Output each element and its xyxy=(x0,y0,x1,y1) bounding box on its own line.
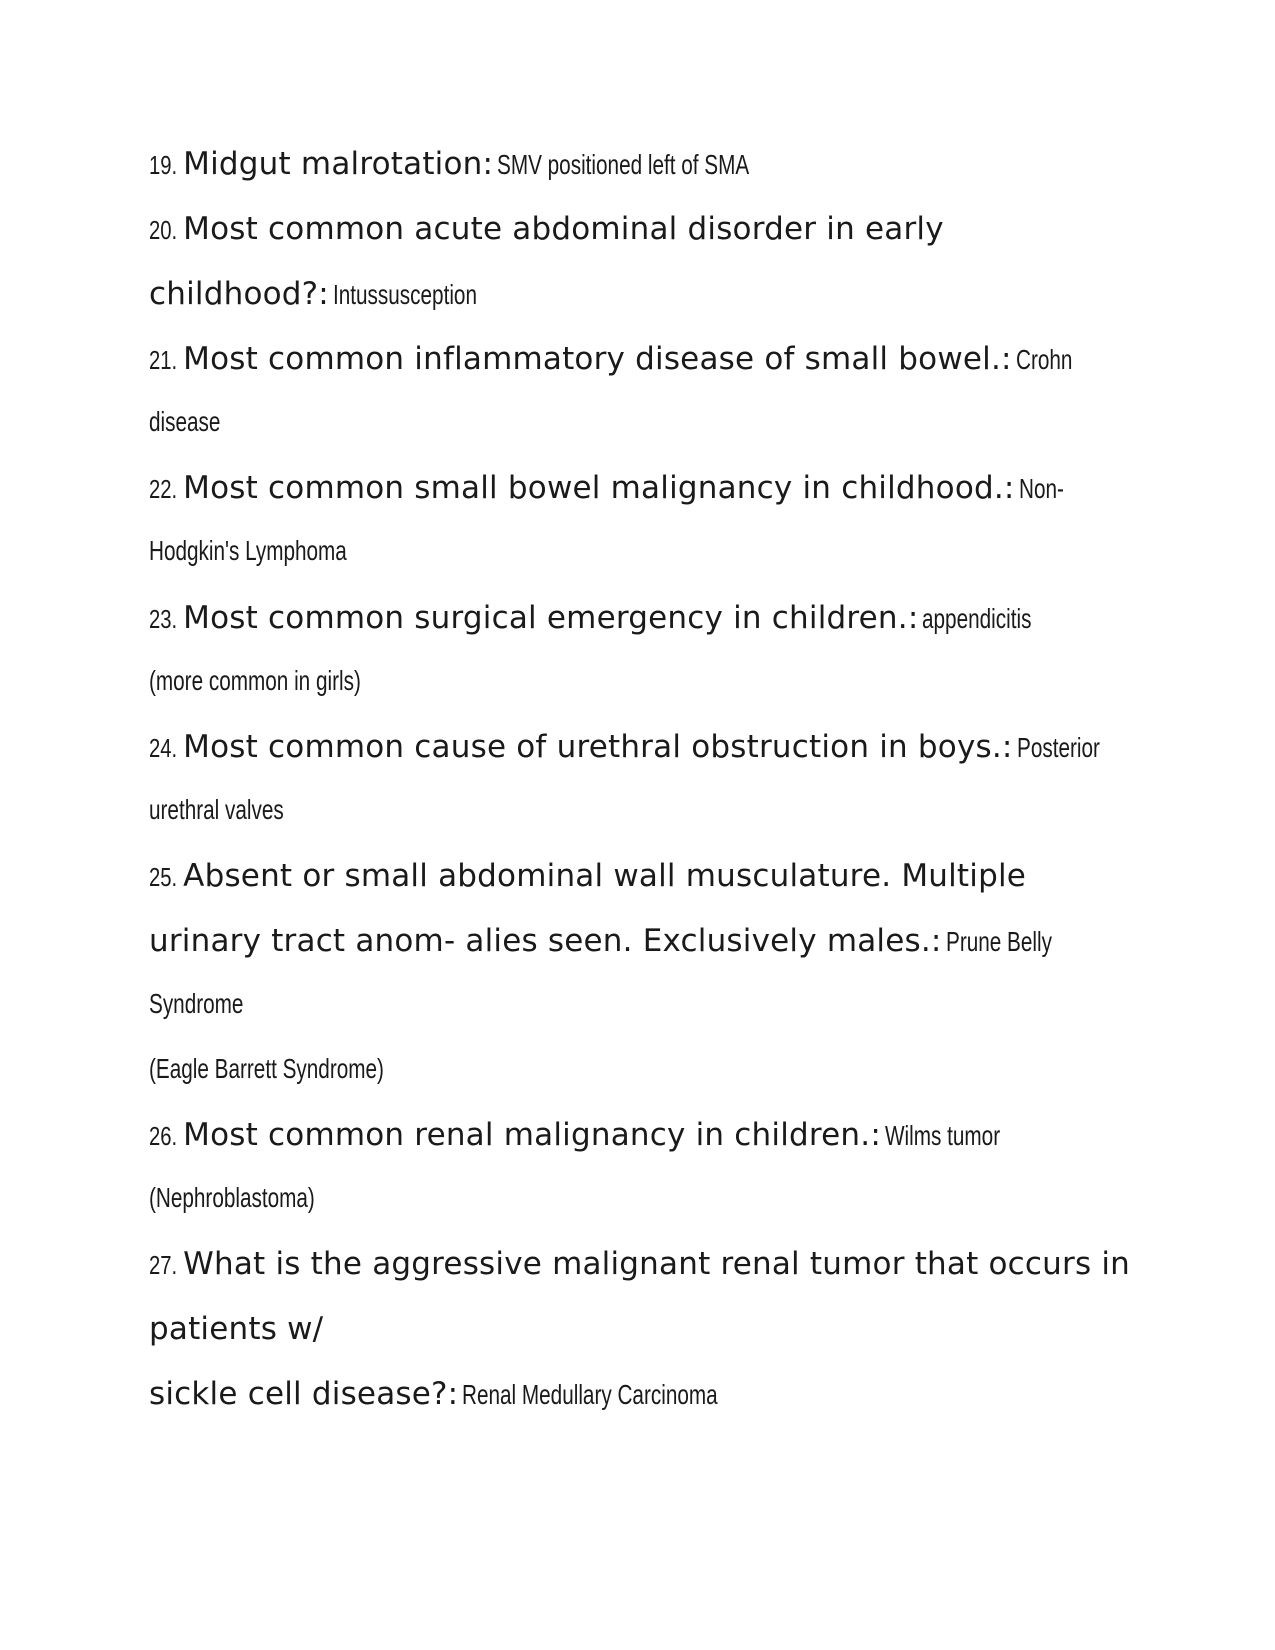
item-25-line-4 xyxy=(149,1053,466,1085)
item-22-line-2 xyxy=(149,535,416,567)
item-24-line-1 xyxy=(149,729,1129,765)
item-number: 20. xyxy=(149,215,178,245)
item-19-line-1 xyxy=(149,146,838,182)
item-22-line-1 xyxy=(149,470,1079,506)
item-answer: appendicitis xyxy=(922,603,1032,634)
item-answer: Prune Belly xyxy=(945,926,1052,957)
item-answer: disease xyxy=(149,406,221,437)
item-number: 21. xyxy=(149,345,178,375)
item-26-line-2 xyxy=(149,1182,373,1214)
item-25-line-1 xyxy=(149,858,1026,894)
item-25-line-3 xyxy=(149,988,277,1020)
item-20-line-1 xyxy=(149,211,944,247)
item-answer: (more common in girls) xyxy=(149,665,361,696)
item-answer: Renal Medullary Carcinoma xyxy=(462,1379,718,1410)
item-answer: (Eagle Barrett Syndrome) xyxy=(149,1053,384,1084)
item-question: Most common surgical emergency in children.: xyxy=(183,600,919,636)
item-25-line-2 xyxy=(149,923,1089,959)
item-26-line-1 xyxy=(149,1117,1041,1153)
item-answer: Intussusception xyxy=(332,279,477,310)
item-answer: Hodgkin's Lymphoma xyxy=(149,535,347,566)
item-answer: SMV positioned left of SMA xyxy=(497,149,750,180)
item-27-line-2 xyxy=(149,1311,323,1347)
item-24-line-2 xyxy=(149,794,331,826)
item-23-line-1 xyxy=(149,600,1070,636)
item-27-line-3 xyxy=(149,1376,808,1412)
item-question: sickle cell disease?: xyxy=(149,1376,459,1412)
item-question: Most common cause of urethral obstruction in boys.: xyxy=(183,729,1013,765)
item-question: urinary tract anom- alies seen. Exclusively males.: xyxy=(149,923,942,959)
item-number: 25. xyxy=(149,862,178,892)
item-27-line-1 xyxy=(149,1246,1130,1282)
item-answer: Posterior xyxy=(1016,732,1100,763)
item-answer: (Nephroblastoma) xyxy=(149,1182,315,1213)
item-number: 24. xyxy=(149,733,178,763)
item-number: 23. xyxy=(149,604,178,634)
item-question: Most common small bowel malignancy in childhood.: xyxy=(183,470,1015,506)
item-21-line-1 xyxy=(149,341,1092,377)
item-question: Midgut malrotation: xyxy=(183,146,494,182)
item-23-line-2 xyxy=(149,665,435,697)
item-question: What is the aggressive malignant renal tumor that occurs in xyxy=(183,1246,1131,1282)
item-number: 26. xyxy=(149,1121,178,1151)
item-answer: Non- xyxy=(1018,473,1064,504)
item-answer: Wilms tumor xyxy=(884,1120,1001,1151)
item-question: childhood?: xyxy=(149,276,329,312)
item-question: patients w/ xyxy=(149,1311,324,1347)
item-number: 27. xyxy=(149,1250,178,1280)
item-question: Most common renal malignancy in children.: xyxy=(183,1117,881,1153)
item-question: Most common acute abdominal disorder in early xyxy=(183,211,944,247)
item-answer: urethral valves xyxy=(149,794,284,825)
item-question: Most common inflammatory disease of small bowel.: xyxy=(183,341,1012,377)
item-number: 22. xyxy=(149,474,178,504)
item-answer: Syndrome xyxy=(149,988,244,1019)
item-answer: Crohn xyxy=(1015,344,1073,375)
item-question: Absent or small abdominal wall musculature. Multiple xyxy=(183,858,1027,894)
item-20-line-2 xyxy=(149,276,528,312)
item-21-line-2 xyxy=(149,406,246,438)
item-number: 19. xyxy=(149,150,178,180)
